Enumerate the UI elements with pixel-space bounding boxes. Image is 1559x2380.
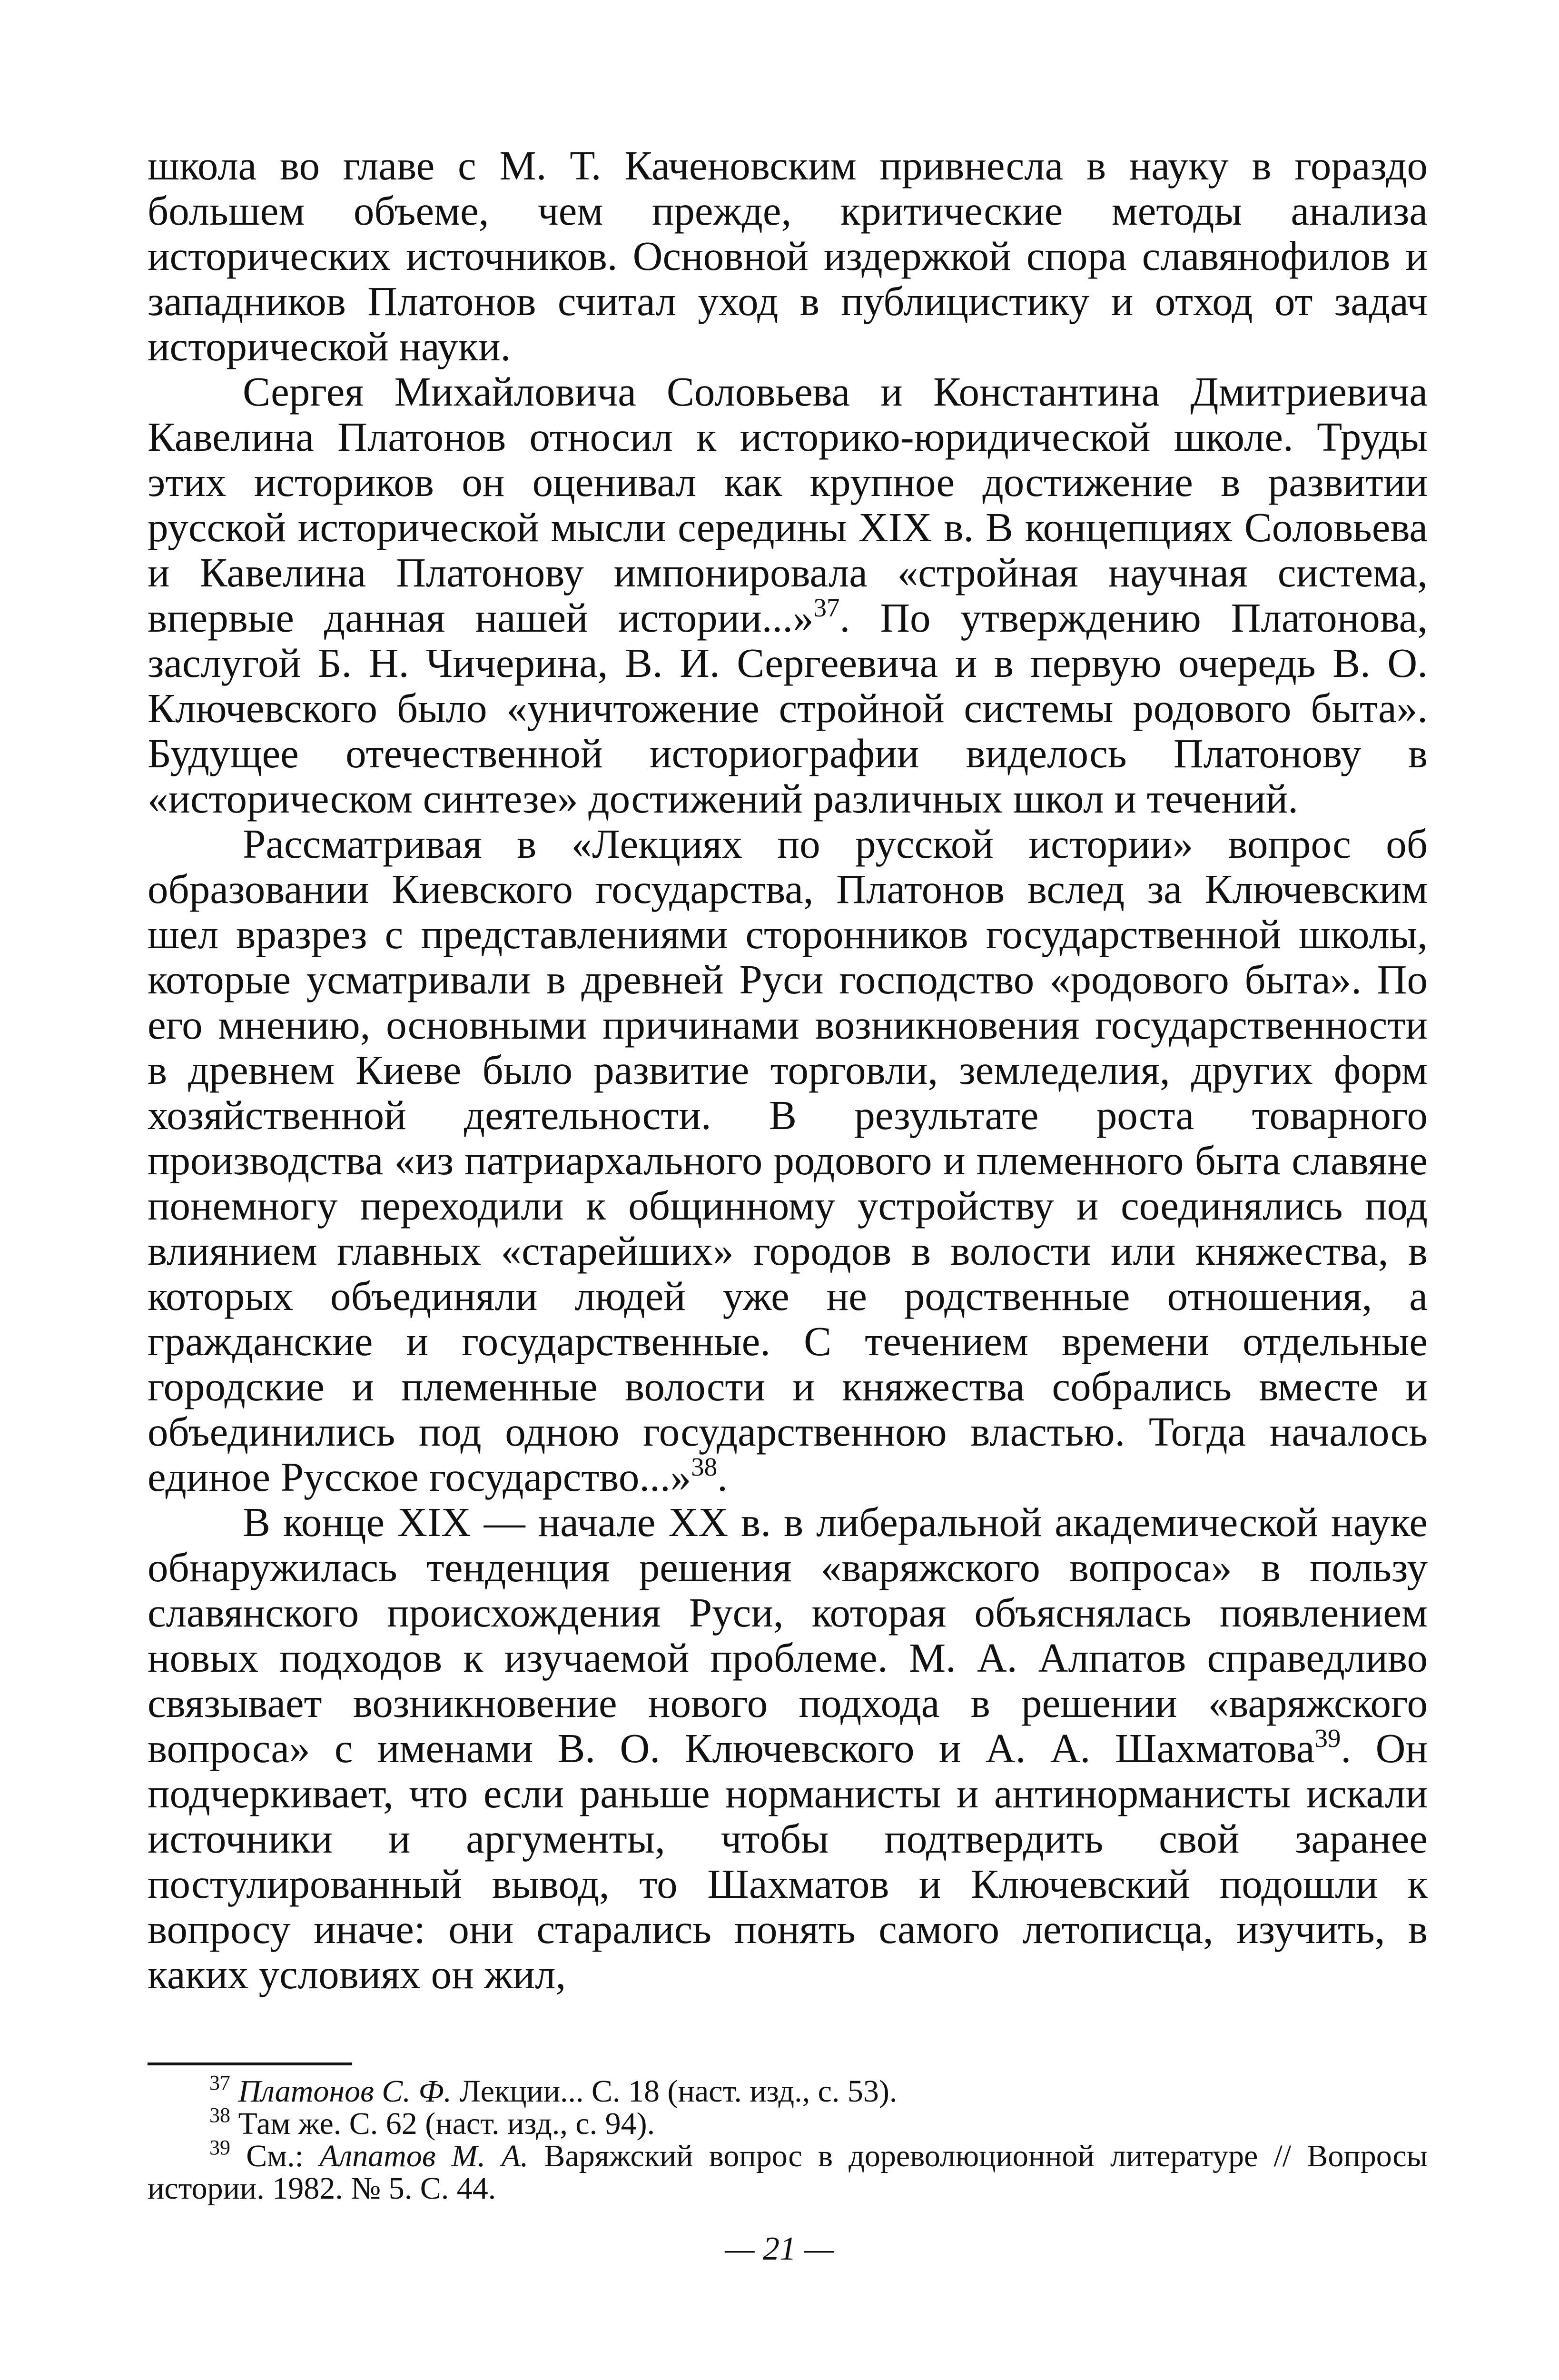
main-text [148, 143, 1428, 1997]
paragraph-1 [148, 143, 1428, 369]
footnote-text: Лекции... С. 18 (наст. изд., с. 53). [451, 2074, 898, 2109]
footnote-39 [148, 2136, 1428, 2206]
paragraph-4-text-part-2: . Он подчеркивает, что если раньше норманисты и антинорманисты искали источники и аргументы, чтобы подтвердить свой заранее постулированный вывод, то Шахматов и Ключевский подошли к вопросу иначе: они старались понять самого летописца, изучить, в каких условиях он жил, [148, 1725, 1428, 1997]
footnote-number: 39 [209, 2136, 230, 2159]
footnote-ref-37: 37 [813, 593, 840, 622]
paragraph-2 [148, 369, 1428, 821]
footnote-separator [148, 2063, 352, 2065]
paragraph-3 [148, 821, 1428, 1499]
paragraph-1-text: школа во главе с М. Т. Каченовским привнесла в науку в гораздо большем объеме, чем прежде, критические методы анализа исторических источников. Основной издержкой спора славянофилов и западников Платонов считал уход в публицистику и отход от задач исторической науки. [148, 142, 1428, 369]
footnote-prefix: См.: [230, 2139, 320, 2173]
paragraph-3-end: . [717, 1454, 728, 1500]
footnote-text: Там же. С. 62 (наст. изд., с. 94). [230, 2106, 655, 2141]
paragraph-4-text-part-1: В конце XIX — начале XX в. в либеральной академической науке обнаружилась тенденция решения «варяжского вопроса» в пользу славянского происхождения Руси, которая объяснялась появлением новых подходов к изучаемой проблеме. М. А. Алпатов справедливо связывает возникновение нового подхода в решении «варяжского вопроса» с именами В. О. Ключевского и А. А. Шахматова [148, 1499, 1428, 1771]
footnote-ref-39: 39 [1314, 1724, 1341, 1753]
footnote-author: Платонов С. Ф. [238, 2074, 452, 2109]
page-number: — 21 — [725, 2231, 834, 2267]
footnote-38 [148, 2103, 1428, 2141]
paragraph-3-text: Рассматривая в «Лекциях по русской истории» вопрос об образовании Киевского государства, Платонов вслед за Ключевским шел вразрез с представлениями сторонников государственной школы, которые усматривали в древней Руси господство «родового быта». По его мнению, основными причинами возникновения государственности в древнем Киеве было развитие торговли, земледелия, других форм хозяйственной деятельности. В результате роста товарного производства «из патриархального родового и племенного быта славяне понемногу переходили к общинному устройству и соединялись под влиянием главных «старейших» городов в волости или княжества, в которых объединяли людей уже не родственные отношения, а гражданские и государственные. С течением времени отдельные городские и племенные волости и княжества собрались вместе и объединились под одною государственною властью. Тогда началось единое Русское государство...» [148, 821, 1428, 1500]
footnote-number: 38 [209, 2103, 230, 2127]
footnote-number: 37 [209, 2071, 230, 2094]
footnote-text: Варяжский вопрос в дореволюционной литературе // Вопросы истории. 1982. № 5. С. 44. [148, 2139, 1428, 2206]
footnote-37 [148, 2071, 1428, 2109]
paragraph-2-text-part-2: . По утверждению Платонова, заслугой Б. Н. Чичерина, В. И. Сергеевича и в первую очередь В. О. Ключевского было «уничтожение стройной системы родового быта». Будущее отечественной историографии виделось Платонову в «историческом синтезе» достижений различных школ и течений. [148, 595, 1428, 822]
paragraph-2-text-part-1: Сергея Михайловича Соловьева и Константина Дмитриевича Кавелина Платонов относил к историко-юридической школе. Труды этих историков он оценивал как крупное достижение в развитии русской исторической мысли середины XIX в. В концепциях Соловьева и Кавелина Платонову импонировала «стройная научная система, впервые данная нашей истории...» [148, 368, 1428, 641]
footnote-author: Алпатов М. А. [319, 2139, 529, 2173]
footnotes [148, 2071, 1428, 2206]
paragraph-4 [148, 1499, 1428, 1997]
footnote-ref-38: 38 [691, 1452, 718, 1481]
